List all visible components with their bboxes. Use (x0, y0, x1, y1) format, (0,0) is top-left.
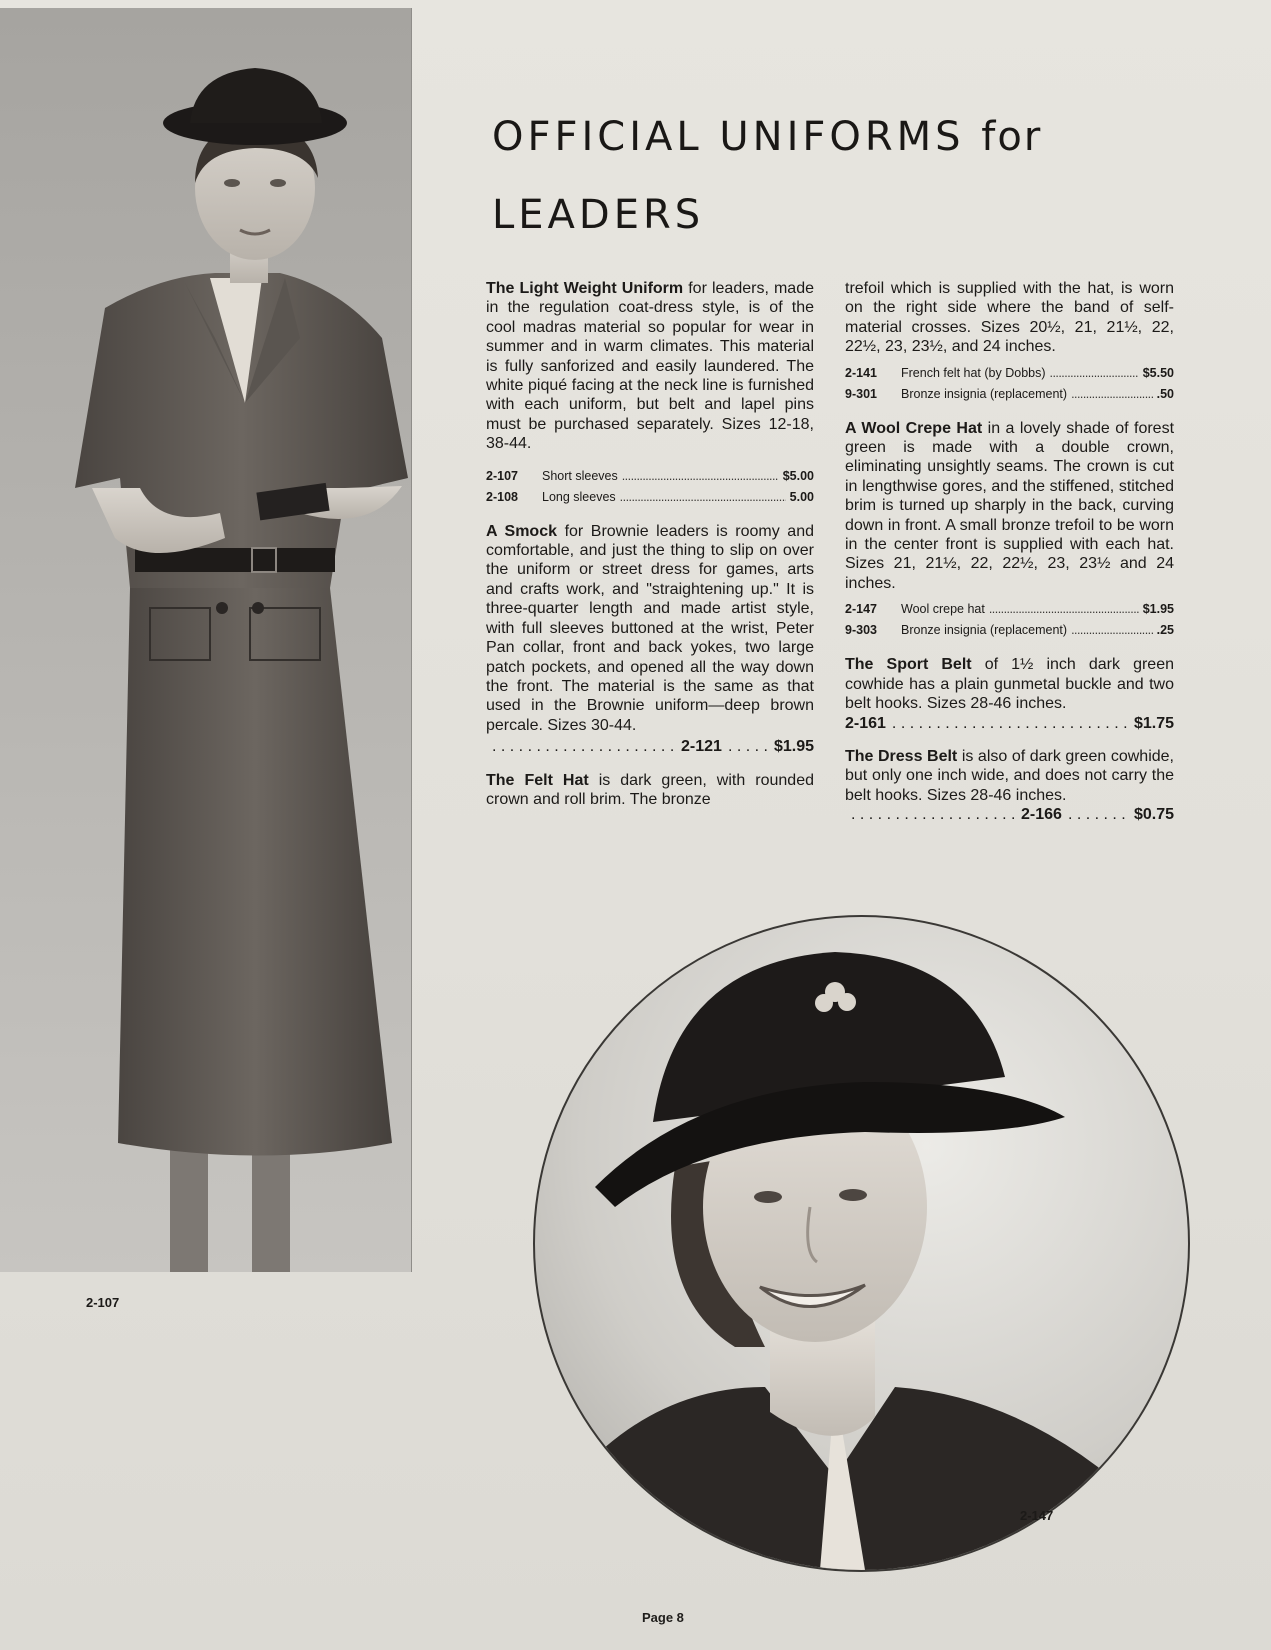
wool-crepe-hat-body: in a lovely shade of forest green is made with a double crown, eliminating unsightly seams. The crown is cut in lengthwise gores, and the stiffened, stitched brim is turned up sharply in the back, curving down in front. A small bronze trefoil to be worn in the center front is supplied with each hat. Sizes 21, 21½, 22, 22½, 23, 23½ and 24 inches. (845, 419, 1175, 592)
item-price: $1.95 (1142, 602, 1174, 617)
item-price: .50 (1156, 386, 1174, 401)
item-price: $5.50 (1142, 365, 1174, 380)
wool-crepe-hat-paragraph (845, 419, 1174, 594)
leader-dots (892, 714, 1128, 733)
light-weight-uniform-heading: The Light Weight Uniform (486, 280, 684, 297)
price-row (845, 620, 1174, 641)
light-weight-uniform-price-list (486, 466, 814, 508)
item-code: 9-301 (845, 386, 877, 401)
item-description: Short sleeves (542, 468, 618, 483)
light-weight-uniform-body: for leaders, made in the regulation coat-dress style, is of the cool madras material so popular for wear in summer and in warm climates. This material is fully sanforized and easily laundered. The white piqué facing at the neck line is furnished with each uniform, but belt and lapel pins must be purchased separately. Sizes 12-18, 38-44. (486, 280, 814, 453)
felt-hat-continued: trefoil which is supplied with the hat, is worn on the right side where the band of self-material crosses. Sizes 20½, 21, 21½, 22, 22½, 23, 23½, and 24 inches. (845, 280, 1174, 356)
leader-dots (728, 737, 768, 756)
light-weight-uniform-paragraph (486, 279, 814, 454)
leader-dots (1050, 363, 1139, 384)
item-code: 9-303 (845, 623, 877, 638)
leader-dots (989, 599, 1139, 620)
smock-price: $1.95 (773, 738, 814, 756)
wool-crepe-hat-price-list (845, 599, 1174, 641)
leader-uniform-photo (0, 8, 412, 1272)
page-number: Page 8 (642, 1610, 684, 1625)
item-description: Bronze insignia (replacement) (901, 386, 1068, 401)
felt-hat-price-list (845, 363, 1174, 405)
figure-label-hat: 2-147 (1020, 1508, 1054, 1523)
smock-code: 2-121 (681, 738, 722, 756)
item-description: Wool crepe hat (901, 602, 985, 617)
item-description: Long sleeves (542, 489, 616, 504)
sport-belt-code: 2-161 (845, 714, 886, 732)
dress-belt-code: 2-166 (1021, 806, 1062, 824)
page-title (492, 98, 1212, 254)
dress-belt-paragraph (845, 747, 1174, 805)
item-code: 2-141 (845, 365, 877, 380)
sport-belt-price-line (845, 714, 1174, 733)
dress-belt-body: is also of dark green cowhide, but only one inch wide, and does not carry the belt hooks. Sizes 28-46 inches. (845, 747, 1175, 804)
smock-body: for Brownie leaders is roomy and comfortable, and just the thing to slip on over the uniform or street dress for games, arts and crafts work, and "straightening up." It is three-quarter length and made artist style, with full sleeves buttoned at the wrist, Peter Pan collar, front and back yokes, two large patch pockets, and opened all the way down the front. The material is the same as that used in the Brownie uniform—deep brown percale. Sizes 30-44. (486, 522, 815, 734)
felt-hat-heading: The Felt Hat (486, 771, 589, 789)
leader-dots (1071, 384, 1153, 405)
sport-belt-paragraph (845, 655, 1174, 713)
sport-belt-price: $1.75 (1133, 714, 1174, 732)
price-row (486, 487, 814, 508)
item-description: French felt hat (by Dobbs) (901, 365, 1046, 380)
leader-dots (622, 466, 779, 487)
smock-price-line (486, 737, 814, 756)
price-row (486, 466, 814, 487)
text-column-right (845, 279, 1174, 825)
smock-paragraph (486, 522, 814, 735)
price-row (845, 384, 1174, 405)
title-line1: OFFICIAL UNIFORMS (492, 114, 965, 160)
item-code: 2-108 (486, 489, 518, 504)
sport-belt-heading: The Sport Belt (845, 656, 972, 674)
hat-model-illustration (535, 917, 1188, 1570)
text-column-left (486, 279, 814, 821)
price-row (845, 363, 1174, 384)
hat-portrait-photo (533, 915, 1190, 1572)
title-line2: LEADERS (492, 192, 705, 238)
figure-label-uniform: 2-107 (86, 1295, 120, 1310)
felt-hat-paragraph (486, 771, 814, 810)
wool-crepe-hat-heading: A Wool Crepe Hat (845, 419, 983, 437)
dress-belt-price: $0.75 (1133, 806, 1174, 824)
item-description: Bronze insignia (replacement) (901, 623, 1068, 638)
title-for: for (981, 114, 1043, 160)
uniform-model-illustration (0, 8, 411, 1272)
leader-dots (851, 805, 1015, 824)
leader-dots (620, 487, 786, 508)
leader-dots (492, 737, 675, 756)
dress-belt-price-line (845, 805, 1174, 824)
felt-hat-body: is dark green, with rounded crown and roll brim. The bronze (486, 771, 814, 808)
item-price: .25 (1156, 623, 1174, 638)
sport-belt-body: of 1½ inch dark green cowhide has a plain gunmetal buckle and two belt hooks. Sizes 28-46 inches. (845, 656, 1175, 713)
item-code: 2-147 (845, 602, 877, 617)
item-code: 2-107 (486, 468, 518, 483)
dress-belt-heading: The Dress Belt (845, 747, 958, 765)
leader-dots (1071, 620, 1153, 641)
item-price: 5.00 (789, 489, 814, 504)
smock-heading: A Smock (486, 522, 557, 540)
leader-dots (1068, 805, 1128, 824)
price-row (845, 599, 1174, 620)
item-price: $5.00 (782, 468, 814, 483)
